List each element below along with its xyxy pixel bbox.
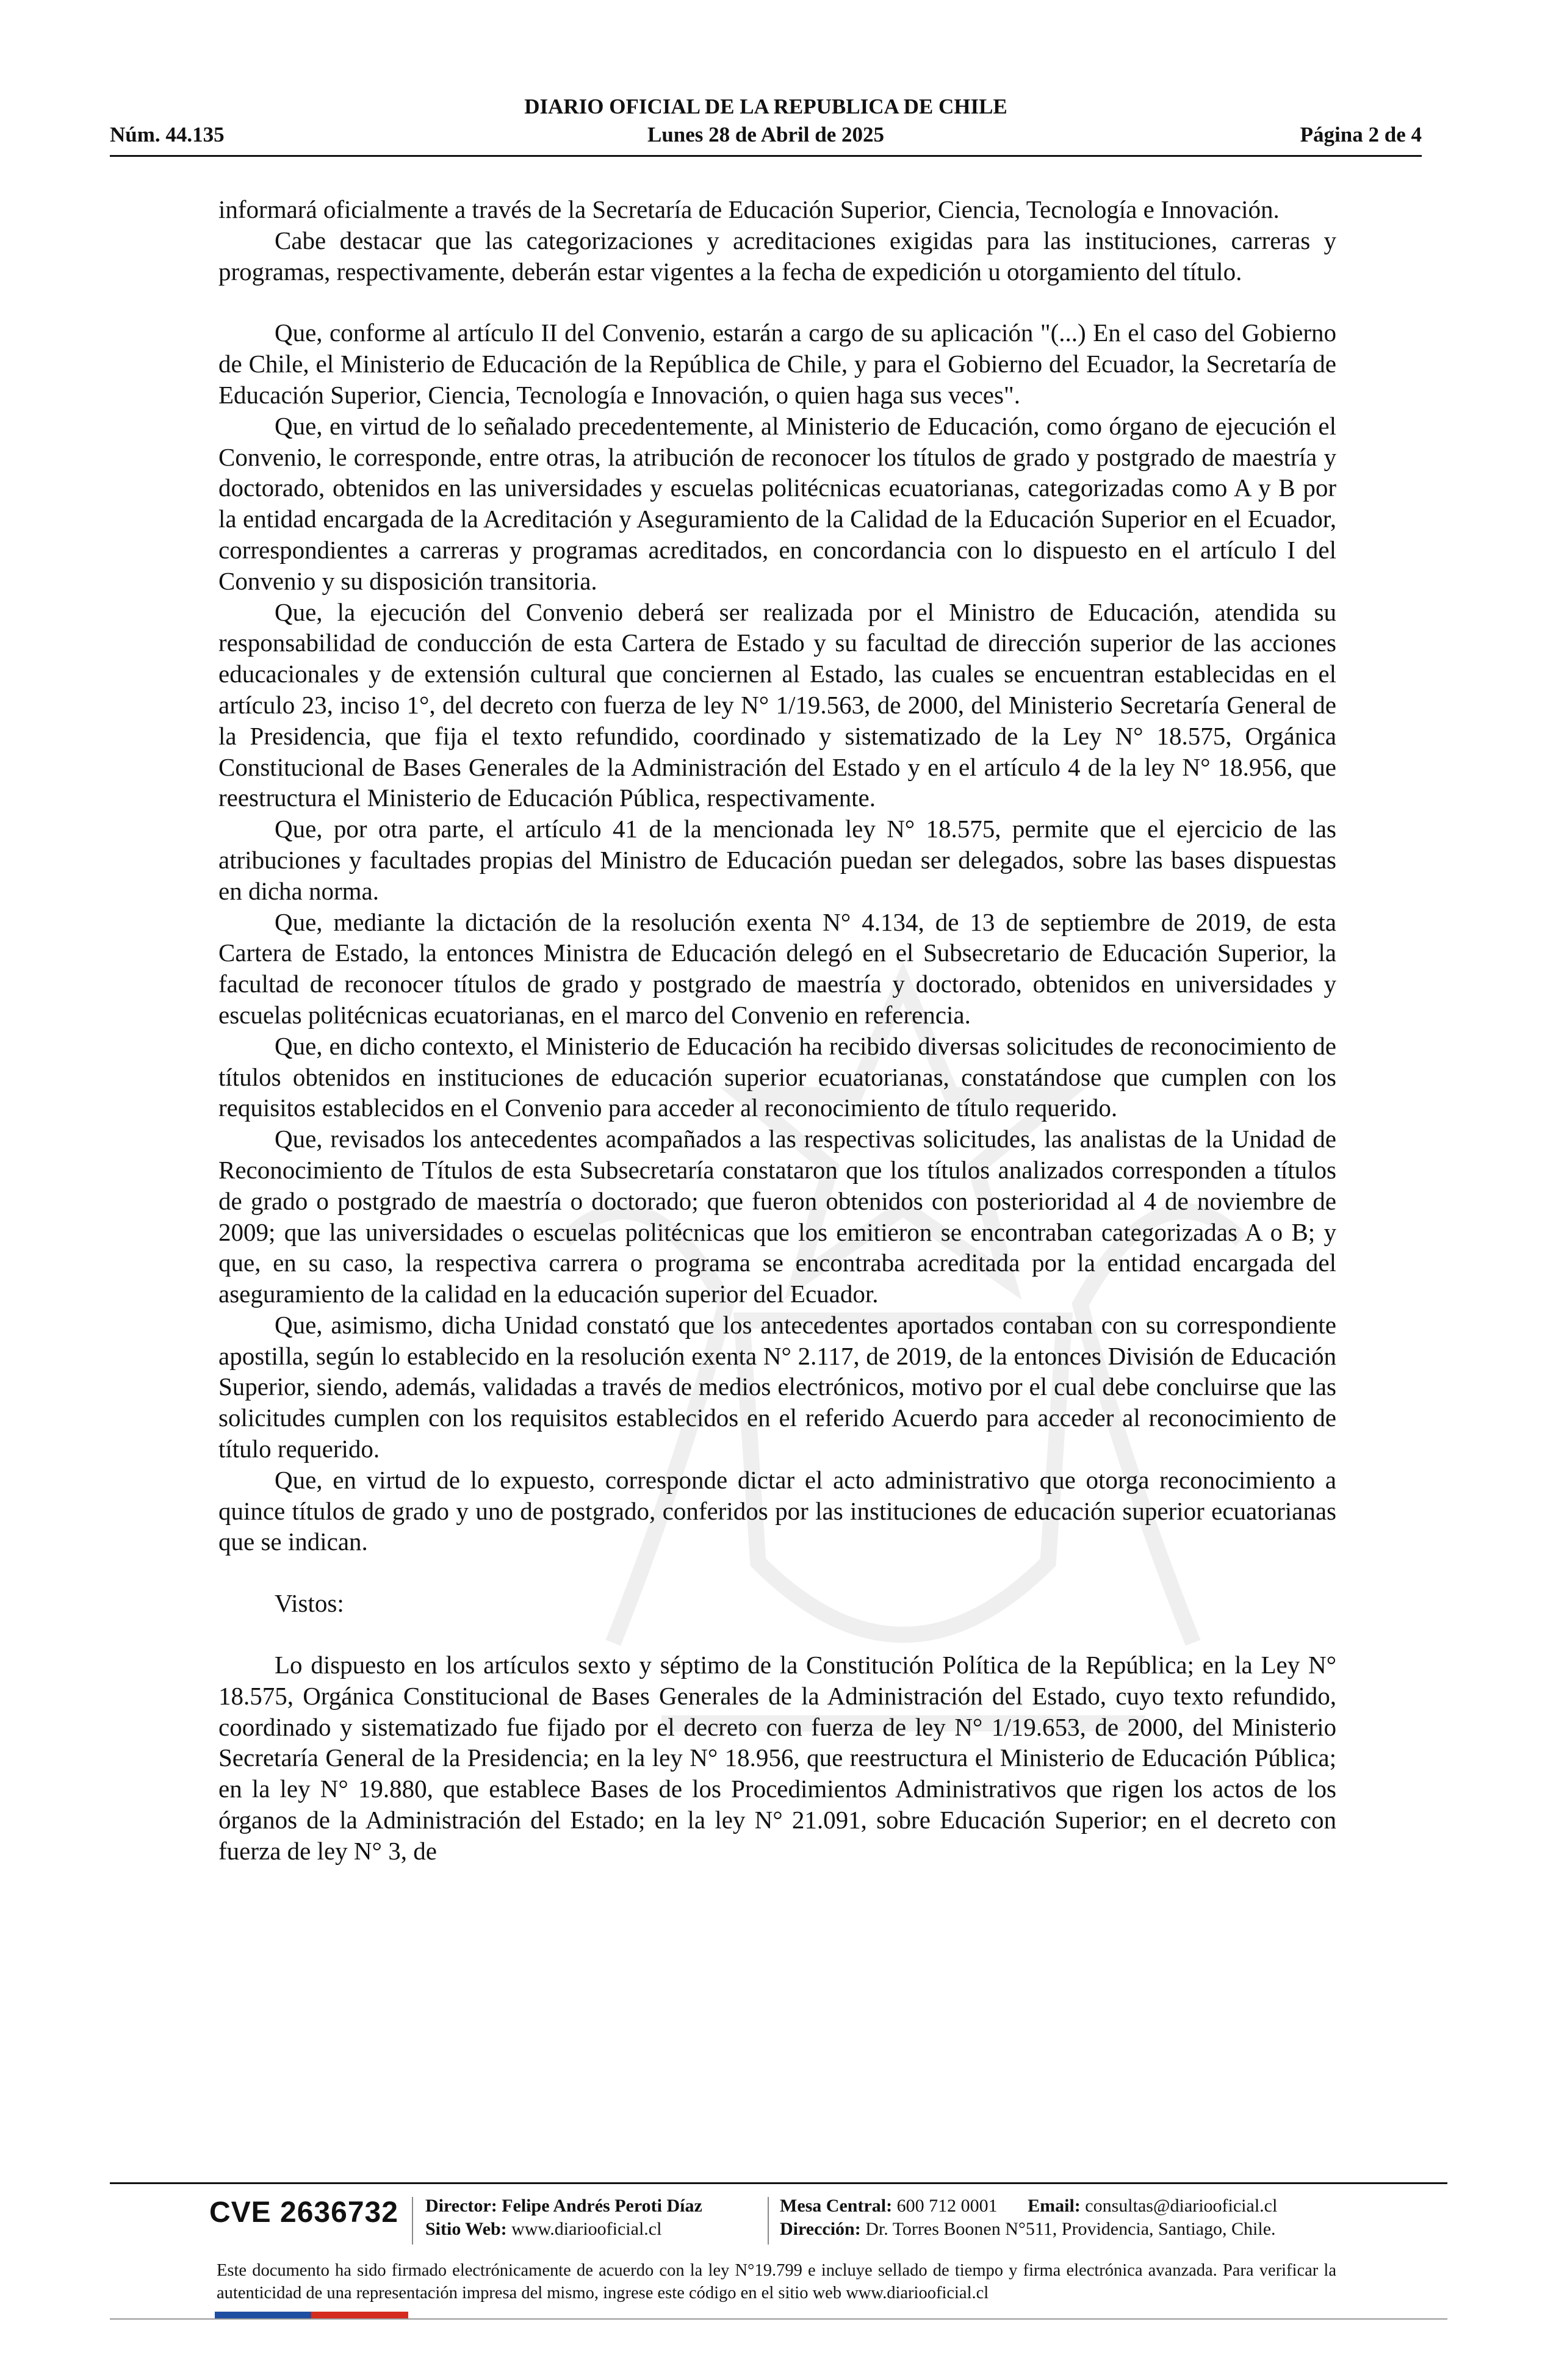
paragraph: Que, revisados los antecedentes acompañados a las respectivas solicitudes, las analistas de la Unidad de Reconocimiento de Títulos de esta Subsecretaría constataron que los títulos analizados corresponden a títulos de grado o postgrado de maestría o doctorado; que fueron obtenidos con posterioridad al 4 de noviembre de 2009; que las universidades o escuelas politécnicas que los emitieron se encontraban categorizadas A o B; y que, en su caso, la respectiva carrera o programa se encontraba acreditada por la entidad encargada del aseguramiento de la calidad en la educación superior del Ecuador. [218, 1125, 1336, 1308]
cve-code: CVE 2636732 [209, 2196, 398, 2229]
header-divider [110, 155, 1422, 157]
paragraph: Que, en virtud de lo expuesto, corresponde dictar el acto administrativo que otorga reconocimiento a quince títulos de grado y uno de postgrado, conferidos por las instituciones de educación superior ecuatorianas que se indican. [218, 1465, 1336, 1556]
mesa-phone: 600 712 0001 [896, 2196, 998, 2216]
paragraph: Que, en dicho contexto, el Ministerio de Educación ha recibido diversas solicitudes de reconocimiento de títulos obtenidos en instituciones de educación superior ecuatorianas, constatándose que cumplen con los requisitos establecidos en el Convenio para acceder al reconocimiento de título requerido. [218, 1031, 1336, 1122]
paragraph: Cabe destacar que las categorizaciones y acreditaciones exigidas para las instituciones, carreras y programas, respectivamente, deberán estar vigentes a la fecha de expedición u otorgamiento del título. [218, 226, 1336, 286]
site-link[interactable]: www.diariooficial.cl [511, 2219, 662, 2239]
paragraph: Que, conforme al artículo II del Convenio, estarán a cargo de su aplicación "(...) En el caso del Gobierno de Chile, el Ministerio de Educación de la República de Chile, y para el Gobierno del Ecuador, la Secretaría de Educación Superior, Ciencia, Tecnología e Innovación, o quien haga sus veces". [218, 319, 1336, 409]
footer-bottom-divider [110, 2318, 1447, 2320]
paragraph: Que, la ejecución del Convenio deberá ser realizada por el Ministro de Educación, atendida su responsabilidad de conducción de esta Cartera de Estado y su facultad de dirección superior de las acciones educacionales y de extensión cultural que conciernen al Estado, las cuales se encuentran establecidas en el artículo 23, inciso 1°, del decreto con fuerza de ley N° 1/19.563, de 2000, del Ministerio Secretaría General de la Presidencia, que fija el texto refundido, coordinado y sistematizado de la Ley N° 18.575, Orgánica Constitucional de Bases Generales de la Administración del Estado y en el artículo 4 de la ley N° 18.956, que reestructura el Ministerio de Educación Pública, respectivamente. [218, 597, 1336, 812]
footer-website [425, 2219, 661, 2240]
paragraph: Que, por otra parte, el artículo 41 de la mencionada ley N° 18.575, permite que el ejercicio de las atribuciones y facultades propias del Ministro de Educación puedan ser delegados, sobre las bases dispuestas en dicha norma. [218, 815, 1336, 905]
footer-separator [768, 2197, 769, 2245]
director-label: Director: [425, 2196, 497, 2216]
paragraph: Que, asimismo, dicha Unidad constató que los antecedentes aportados contaban con su correspondiente apostilla, según lo establecido en la resolución exenta N° 2.117, de 2019, de la entonces División de Educación Superior, siendo, además, validadas a través de medios electrónicos, motivo por el cual debe concluirse que las solicitudes cumplen con los requisitos establecidos en el referido Acuerdo para acceder al reconocimiento de título requerido. [218, 1310, 1336, 1463]
signature-disclaimer: Este documento ha sido firmado electrónicamente de acuerdo con la ley N°19.799 e incluye sellado de tiempo y firma electrónica avanzada. Para verificar la autenticidad de una representación impresa del mismo, ingrese este código en el sitio web www.diariooficial.cl [217, 2261, 1336, 2302]
paragraph: informará oficialmente a través de la Secretaría de Educación Superior, Ciencia, Tecnología e Innovación. [218, 195, 1280, 223]
site-label: Sitio Web: [425, 2219, 507, 2239]
paragraph: Que, en virtud de lo señalado precedentemente, al Ministerio de Educación, como órgano de ejecución el Convenio, le corresponde, entre otras, la atribución de reconocer los títulos de grado y postgrado de maestría y doctorado, obtenidos en las universidades y escuelas politécnicas ecuatorianas, categorizadas como A y B por la entidad encargada de la Acreditación y Aseguramiento de la Calidad de la Educación Superior en el Ecuador, correspondientes a carreras y programas acreditados, en concordancia con lo dispuesto en el artículo I del Convenio y su disposición transitoria. [218, 411, 1336, 595]
section-heading-vistos: Vistos: [275, 1589, 344, 1618]
issue-date: Lunes 28 de Abril de 2025 [647, 123, 884, 146]
email-label: Email: [1028, 2196, 1081, 2216]
address-text: Dr. Torres Boonen N°511, Providencia, Santiago, Chile. [865, 2219, 1276, 2239]
newspaper-title: DIARIO OFICIAL DE LA REPUBLICA DE CHILE [524, 95, 1007, 118]
footer-address [780, 2219, 1276, 2240]
document-body [218, 194, 1336, 1867]
address-label: Dirección: [780, 2219, 861, 2239]
page-number: Página 2 de 4 [1300, 123, 1422, 146]
page-header [110, 95, 1422, 156]
director-name: Felipe Andrés Peroti Díaz [502, 2196, 702, 2216]
paragraph: Lo dispuesto en los artículos sexto y séptimo de la Constitución Política de la República; en la Ley N° 18.575, Orgánica Constitucional de Bases Generales de la Administración del Estado, cuyo texto refundido, coordinado y sistematizado fue fijado por el decreto con fuerza de ley N° 1/19.653, de 2000, del Ministerio Secretaría General de la Presidencia; en la ley N° 18.956, que reestructura el Ministerio de Educación Pública; en la ley N° 19.880, que establece Bases de los Procedimientos Administrativos que rigen los actos de los órganos de la Administración del Estado; en la ley N° 21.091, sobre Educación Superior; en el decreto con fuerza de ley N° 3, de [218, 1651, 1336, 1865]
footer-separator [412, 2197, 413, 2245]
footer-director [425, 2196, 702, 2216]
paragraph: Que, mediante la dictación de la resolución exenta N° 4.134, de 13 de septiembre de 2019, de esta Cartera de Estado, la entonces Ministra de Educación delegó en el Subsecretario de Educación Superior, la facultad de reconocer títulos de grado y postgrado de maestría y doctorado, obtenidos en universidades y escuelas politécnicas ecuatorianas, en el marco del Convenio en referencia. [218, 907, 1336, 1029]
mesa-label: Mesa Central: [780, 2196, 893, 2216]
issue-number: Núm. 44.135 [110, 123, 225, 146]
footer-contact [780, 2196, 1277, 2216]
email-link[interactable]: consultas@diariooficial.cl [1085, 2196, 1278, 2216]
footer-divider [110, 2182, 1447, 2184]
